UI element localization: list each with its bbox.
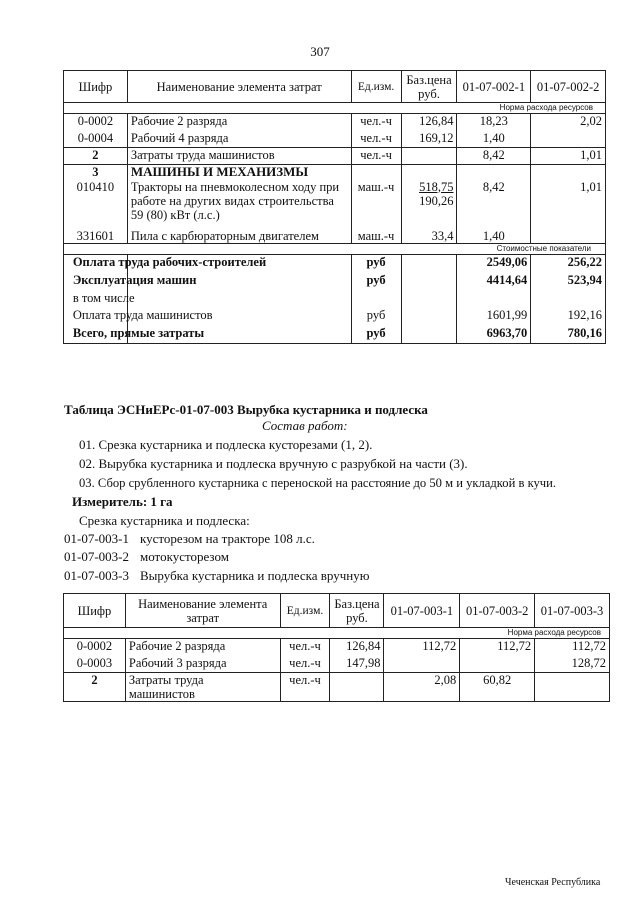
header-col1: 01-07-003-1 — [384, 594, 460, 628]
header-price: Баз.цена руб. — [330, 594, 384, 628]
table-row: Эксплуатация машин руб 4414,64 523,94 — [64, 273, 606, 291]
section-title: Таблица ЭСНиЕРс-01-07-003 Вырубка кустарника и подлеска — [64, 402, 428, 417]
variant-text: кусторезом на тракторе 108 л.с. — [140, 531, 315, 546]
header-col1: 01-07-002-1 — [457, 71, 531, 103]
cost-label: Стоимостные показатели — [64, 244, 606, 255]
subject: Срезка кустарника и подлеска: — [79, 513, 250, 528]
norm-label: Норма расхода ресурсов — [64, 103, 606, 114]
table-row: Всего, прямые затраты руб 6963,70 780,16 — [64, 326, 606, 344]
header-unit: Ед.изм. — [280, 594, 330, 628]
header-unit: Ед.изм. — [351, 71, 401, 103]
header-name: Наименование элемента затрат — [127, 71, 351, 103]
work-item: 03. Сбор срубленного кустарника с переноской на расстояние до 50 м и укладкой в кучи. — [79, 476, 557, 490]
cost-table-1 — [63, 70, 606, 344]
composition-title: Состав работ: — [262, 418, 348, 433]
norm-label: Норма расхода ресурсов — [64, 628, 610, 639]
footer-region: Чеченская Республика — [505, 877, 601, 888]
variant-code: 01-07-003-2 — [64, 549, 129, 564]
meter: Измеритель: 1 га — [72, 494, 173, 509]
header-price: Баз.цена руб. — [401, 71, 457, 103]
header-col2: 01-07-002-2 — [531, 71, 606, 103]
table-row: 331601 Пила с карбюраторным двигателем маш.-ч 33,4 1,40 — [64, 222, 606, 244]
variant-code: 01-07-003-1 — [64, 531, 129, 546]
table-row: 0-0002 Рабочие 2 разряда чел.-ч 126,84 18,23 2,02 — [64, 114, 606, 131]
table-row: 0-0003 Рабочий 3 разряда чел.-ч 147,98 128,72 — [64, 656, 610, 673]
table-row: 2 Затраты труда машинистов чел.-ч 2,08 60,82 — [64, 673, 610, 702]
header-col2: 01-07-003-2 — [460, 594, 535, 628]
table-row: 0-0004 Рабочий 4 разряда чел.-ч 169,12 1,40 — [64, 131, 606, 148]
page-number: 307 — [310, 44, 330, 59]
table-row: 2 Затраты труда машинистов чел.-ч 8,42 1,01 — [64, 148, 606, 165]
table-row: Оплата труда рабочих-строителей руб 2549,06 256,22 — [64, 255, 606, 273]
header-col3: 01-07-003-3 — [535, 594, 610, 628]
work-item: 02. Вырубка кустарника и подлеска вручную с разрубкой на части (3). — [79, 456, 468, 471]
table-row: 3 МАШИНЫ И МЕХАНИЗМЫ — [64, 165, 606, 180]
header-name: Наименование элемента затрат — [125, 594, 280, 628]
variant-text: Вырубка кустарника и подлеска вручную — [140, 568, 370, 583]
header-code: Шифр — [64, 71, 128, 103]
table-row: 010410 Тракторы на пневмоколесном ходу при работе на других видах строительства 59 (80) кВт (л.с.) маш.-ч 518,75 190,26 8,42 1,01 — [64, 180, 606, 222]
table-row: 0-0002 Рабочие 2 разряда чел.-ч 126,84 112,72 112,72 112,72 — [64, 639, 610, 656]
variant-text: мотокусторезом — [140, 549, 229, 564]
header-code: Шифр — [64, 594, 126, 628]
table-row: в том числе — [64, 291, 606, 308]
table-row: Оплата труда машинистов руб 1601,99 192,16 — [64, 308, 606, 326]
variant-code: 01-07-003-3 — [64, 568, 129, 583]
cost-table-2 — [63, 593, 610, 702]
work-item: 01. Срезка кустарника и подлеска кусторезами (1, 2). — [79, 437, 373, 452]
